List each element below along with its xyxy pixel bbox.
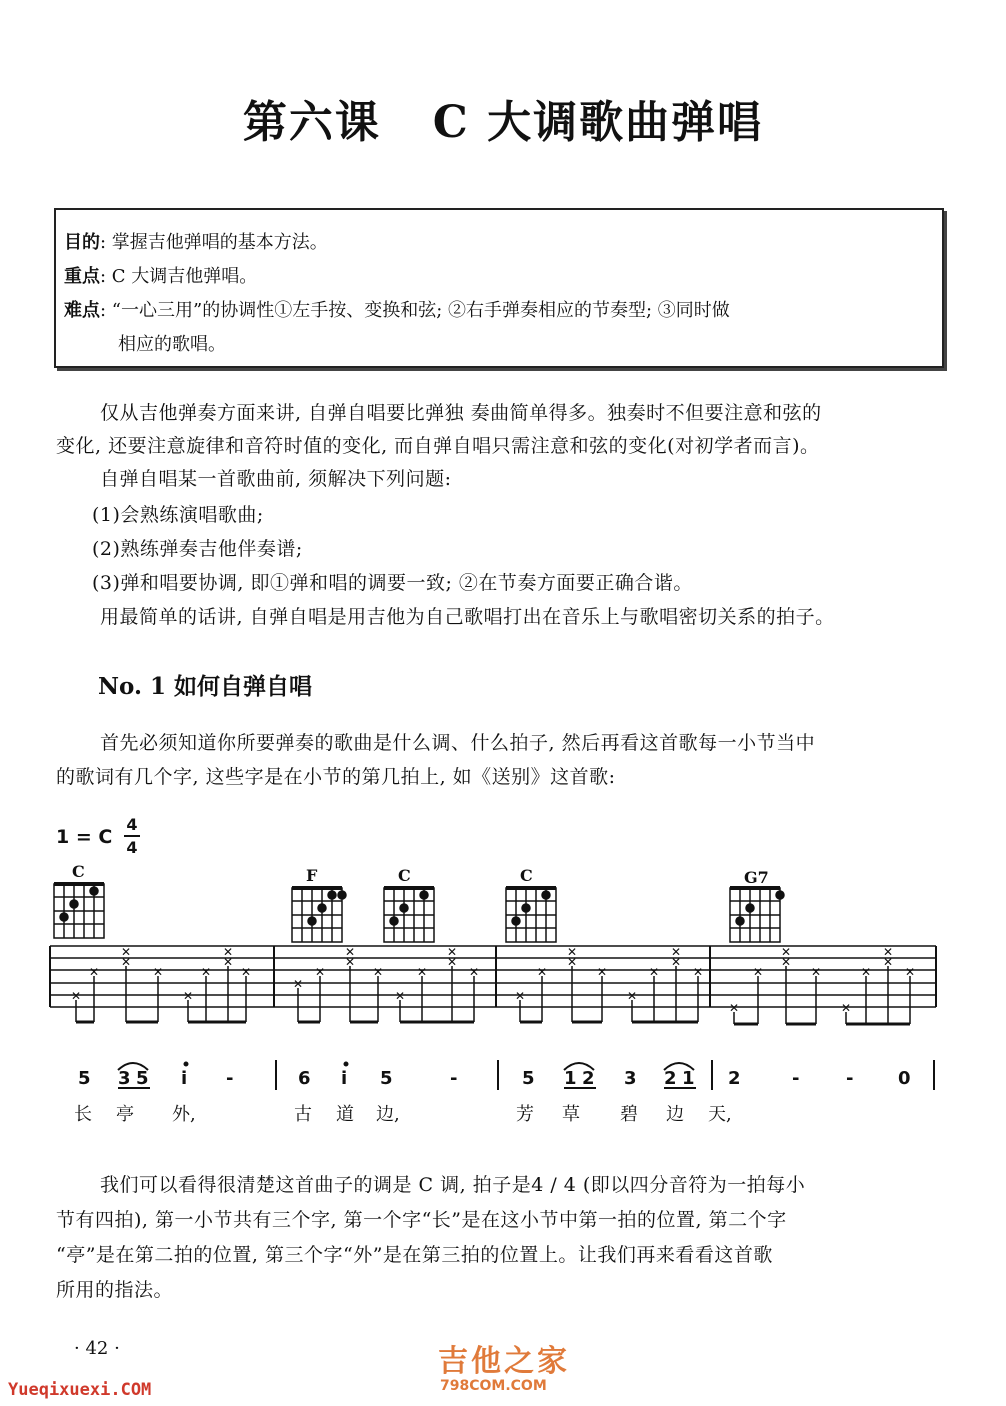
watermark-site: Yueqixuexi.COM [8,1380,152,1400]
explain-line-2: 节有四拍), 第一小节共有三个字, 第一个字“长”是在这小节中第一拍的位置, 第二个字 [56,1209,787,1231]
goal-text: : 掌握吉他弹唱的基本方法。 [100,232,328,253]
page-number: · 42 · [74,1338,120,1359]
goal-label: 目的 [64,232,100,253]
difficulty-label: 难点 [64,300,100,321]
tab-notes [71,945,915,1015]
svg-text:✕: ✕ [222,955,234,969]
score-note: - [450,1068,458,1089]
lyric-char: 芳 [516,1104,534,1125]
score-note: 1 [564,1068,577,1089]
score-note: 5 [380,1068,393,1089]
svg-text:✕: ✕ [70,989,82,1003]
svg-text:✕: ✕ [182,989,194,1003]
score-note: i [341,1068,348,1089]
intro-paragraph-1-cont: 变化, 还要注意旋律和音符时值的变化, 而自弹自唱只需注意和弦的变化(对初学者而言)。 [56,435,820,457]
score-note: 3 [624,1068,637,1089]
chord-diagram-f [292,888,346,942]
chord-diagram-c-1 [54,884,104,938]
svg-text:✕: ✕ [394,989,406,1003]
explain-line-3: “亭”是在第二拍的位置, 第三个字“外”是在第三拍的位置上。让我们再来看看这首歌 [56,1244,773,1266]
lyric-char: 边, [376,1104,400,1125]
svg-text:✕: ✕ [904,965,916,979]
svg-text:✕: ✕ [670,945,682,959]
score-note: 2 [664,1068,677,1089]
score-note: i [181,1068,188,1089]
chord-name-c-3: C [520,866,533,885]
chord-diagram-c-2 [384,888,434,942]
svg-text:✕: ✕ [240,965,252,979]
chord-name-f: F [306,866,318,885]
score-note: 2 [728,1068,741,1089]
score-note: 0 [898,1068,911,1089]
svg-text:✕: ✕ [780,955,792,969]
svg-text:✕: ✕ [566,955,578,969]
svg-text:✕: ✕ [514,989,526,1003]
svg-text:✕: ✕ [860,965,872,979]
lyric-char: 碧 [620,1104,638,1125]
svg-text:✕: ✕ [780,945,792,959]
key-signature: 1 = C [56,826,113,848]
svg-text:✕: ✕ [692,965,704,979]
score-note: - [226,1068,234,1089]
focus-text: : C 大调吉他弹唱。 [100,266,258,287]
svg-text:✕: ✕ [882,945,894,959]
score-note: 1 [682,1068,695,1089]
intro-paragraph-1: 仅从吉他弹奏方面来讲, 自弹自唱要比弹独 奏曲简单得多。独奏时不但要注意和弦的 [100,402,822,424]
svg-text:✕: ✕ [810,965,822,979]
svg-text:✕: ✕ [626,989,638,1003]
svg-text:✕: ✕ [416,965,428,979]
watermark-url: 798COM.COM [440,1378,547,1394]
svg-text:✕: ✕ [728,1001,740,1015]
lyric-char: 边 [666,1104,684,1125]
svg-text:✕: ✕ [222,945,234,959]
lyric-char: 草 [562,1104,580,1125]
svg-text:✕: ✕ [752,965,764,979]
chord-name-c-2: C [398,866,411,885]
svg-text:✕: ✕ [292,977,304,991]
score-note: 5 [522,1068,535,1089]
lyric-char: 天, [708,1104,732,1125]
svg-text:✕: ✕ [468,965,480,979]
svg-text:✕: ✕ [200,965,212,979]
section-paragraph: 首先必须知道你所要弹奏的歌曲是什么调、什么拍子, 然后再看这首歌每一小节当中 [100,732,816,754]
section-heading: No. 1 如何自弹自唱 [98,673,312,700]
svg-text:✕: ✕ [596,965,608,979]
score-note: 3 [118,1068,131,1089]
list-item-1: (1)会熟练演唱歌曲; [92,504,264,526]
svg-text:✕: ✕ [88,965,100,979]
svg-text:✕: ✕ [344,955,356,969]
score-note: 5 [136,1068,149,1089]
svg-text:✕: ✕ [566,945,578,959]
chord-name-g7: G7 [744,868,769,887]
time-signature-top: 4 [126,815,138,834]
svg-text:✕: ✕ [120,955,132,969]
chord-name-c-1: C [72,862,85,881]
explain-line-4: 所用的指法。 [56,1279,174,1301]
list-item-3: (3)弹和唱要协调, 即①弹和唱的调要一致; ②在节奏方面要正确合谐。 [92,572,693,594]
chord-diagram-c-3 [506,888,556,942]
svg-text:✕: ✕ [446,955,458,969]
svg-text:✕: ✕ [536,965,548,979]
chord-diagram-g7 [730,888,784,942]
svg-text:✕: ✕ [840,1001,852,1015]
page-title: 第六课 C 大调歌曲弹唱 [242,97,764,148]
svg-text:✕: ✕ [372,965,384,979]
list-item-2: (2)熟练弹奏吉他伴奏谱; [92,538,303,560]
svg-text:✕: ✕ [670,955,682,969]
intro-paragraph-2: 自弹自唱某一首歌曲前, 须解决下列问题: [100,468,452,490]
intro-paragraph-3: 用最简单的话讲, 自弹自唱是用吉他为自己歌唱打出在音乐上与歌唱密切关系的拍子。 [100,606,835,628]
svg-text:✕: ✕ [314,965,326,979]
lyric-char: 古 [294,1104,312,1125]
lyric-char: 道 [336,1104,354,1125]
score-note: 5 [78,1068,91,1089]
focus-label: 重点 [64,266,100,287]
watermark-logo: 吉他之家 [438,1344,570,1379]
lyric-char: 外, [172,1104,196,1125]
svg-text:✕: ✕ [882,955,894,969]
lyric-char: 长 [74,1104,92,1125]
difficulty-line-2: 相应的歌唱。 [118,334,226,355]
svg-text:✕: ✕ [648,965,660,979]
svg-text:✕: ✕ [152,965,164,979]
svg-text:✕: ✕ [120,945,132,959]
score-note: - [792,1068,800,1089]
svg-text:✕: ✕ [344,945,356,959]
svg-text:✕: ✕ [446,945,458,959]
explain-line-1: 我们可以看得很清楚这首曲子的调是 C 调, 拍子是4 / 4 (即以四分音符为一拍每小 [100,1174,806,1196]
score-note: 6 [298,1068,311,1089]
lyric-char: 亭 [116,1104,134,1125]
time-signature-bottom: 4 [126,838,138,857]
score-note: - [846,1068,854,1089]
section-paragraph-cont: 的歌词有几个字, 这些字是在小节的第几拍上, 如《送别》这首歌: [56,766,616,788]
difficulty-text: : “一心三用”的协调性①左手按、变换和弦; ②右手弹奏相应的节奏型; ③同时做 [100,300,730,321]
score-note: 2 [582,1068,595,1089]
